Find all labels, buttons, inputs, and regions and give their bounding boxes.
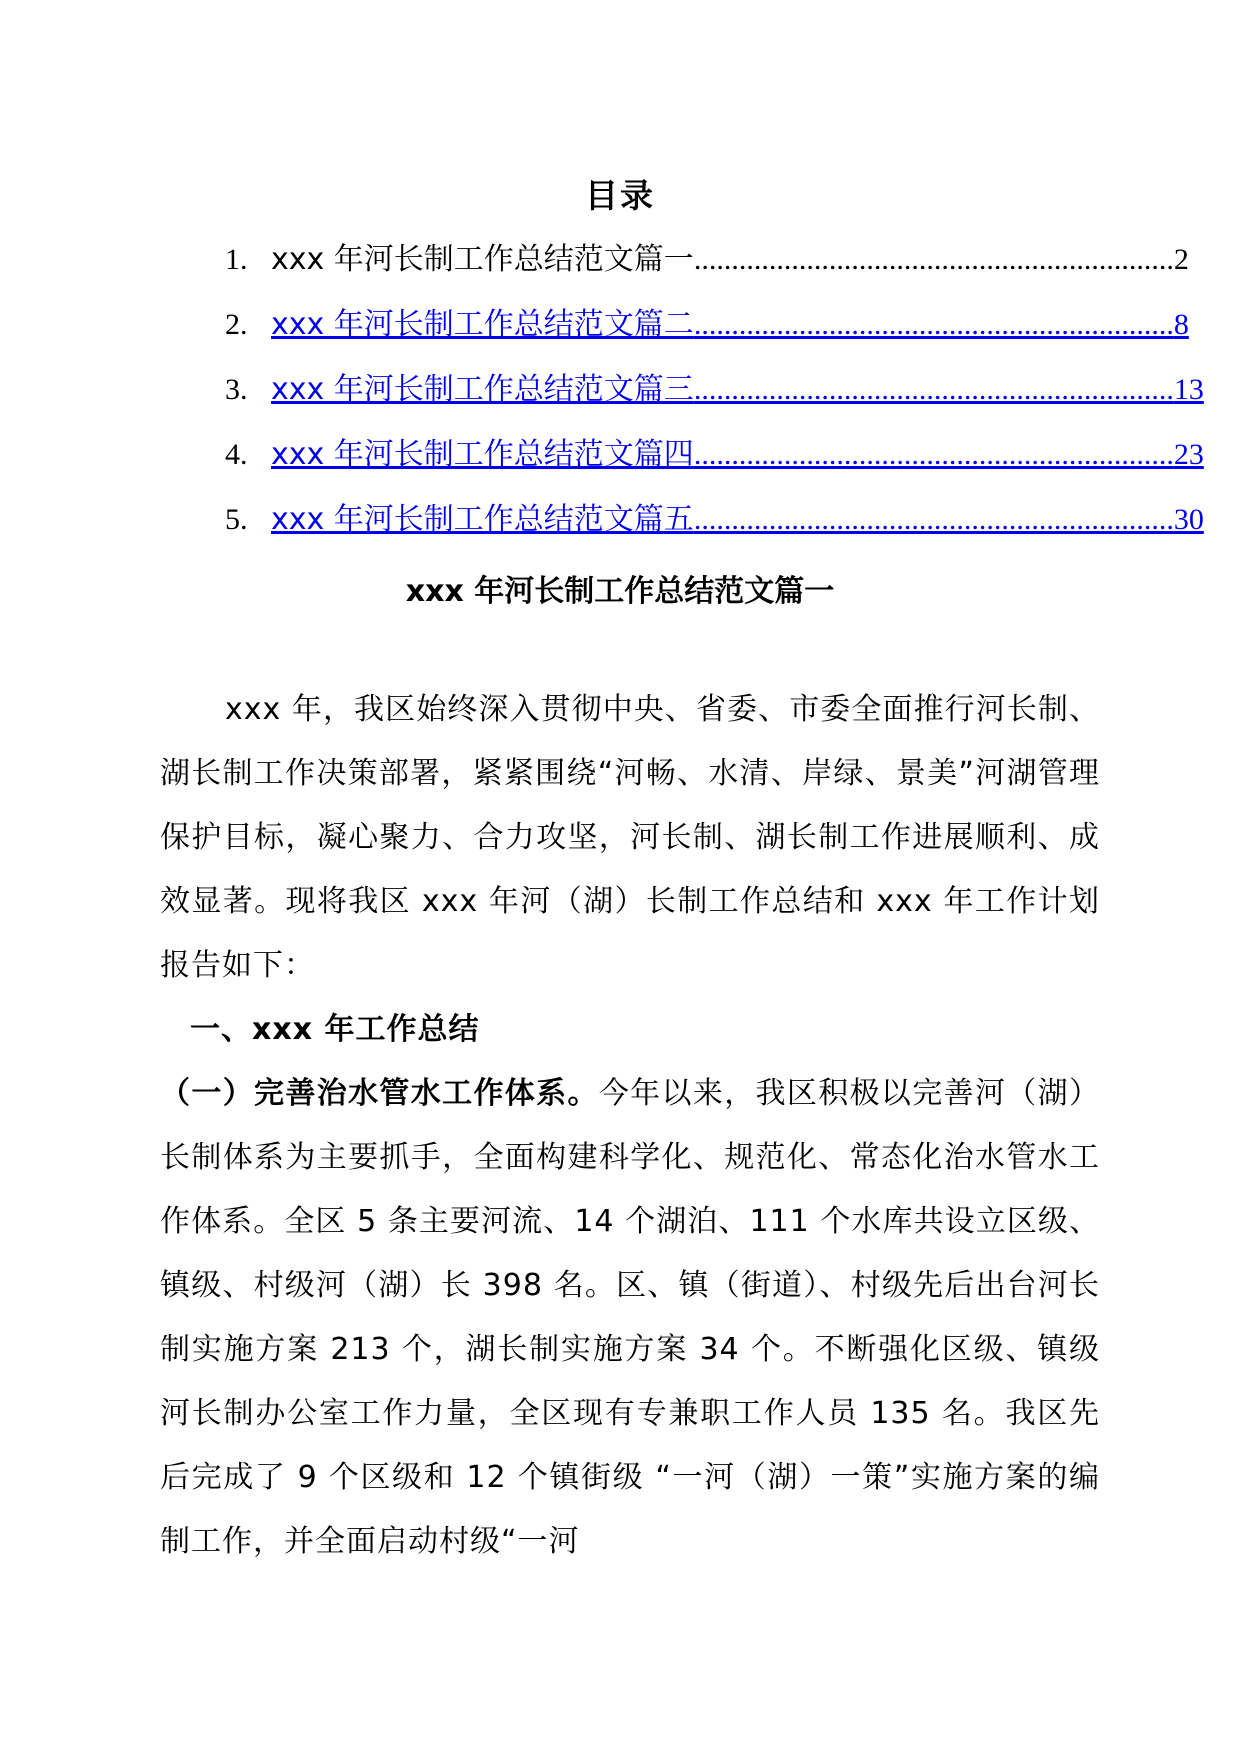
toc-page-number: 23 xyxy=(1173,438,1204,471)
toc-item-number: 2. xyxy=(225,308,248,341)
toc-item-link[interactable] xyxy=(271,435,1204,475)
toc-item-link[interactable] xyxy=(271,305,1189,345)
section1-body: 今年以来，我区积极以完善河（湖）长制体系为主要抓手，全面构建科学化、规范化、常态化治水管水工作体系。全区 5 条主要河流、14 个湖泊、111 个水库共设立区级、镇级、村级河（湖）长 398 名。区、镇（街道）、村级先后出台河长制实施方案 213 个，湖长制实施方案 34 个。不断强化区级、镇级河长制办公室工作力量，全区现有专兼职工作人员 135 名。我区先后完成了 9 个区级和 12 个镇街级 “一河（湖）一策”实施方案的编制工作，并全面启动村级“一河 xyxy=(160,1076,1101,1559)
toc-item-link[interactable] xyxy=(271,500,1204,540)
toc-leader-dots: ................................................................ xyxy=(693,243,1174,276)
intro-paragraph: xxx 年，我区始终深入贯彻中央、省委、市委全面推行河长制、湖长制工作决策部署，紧紧围绕“河畅、水清、岸绿、景美”河湖管理保护目标，凝心聚力、合力攻坚，河长制、湖长制工作进展顺利、成效显著。现将我区 xxx 年河（湖）长制工作总结和 xxx 年工作计划报告如下： xyxy=(160,692,1100,983)
toc-page-number: 2 xyxy=(1173,243,1189,276)
toc-leader-dots: ................................................................ xyxy=(693,373,1174,406)
toc-page-number: 30 xyxy=(1173,503,1204,536)
toc-item-1[interactable] xyxy=(225,240,1189,305)
table-of-contents xyxy=(225,240,1204,565)
toc-item-number: 4. xyxy=(225,438,248,471)
toc-page-number: 8 xyxy=(1173,308,1189,341)
toc-page-number: 13 xyxy=(1173,373,1204,406)
toc-title: 目录 xyxy=(585,176,655,215)
toc-item-text: xxx 年河长制工作总结范文篇二 xyxy=(271,307,694,342)
toc-item-text: xxx 年河长制工作总结范文篇五 xyxy=(271,502,694,537)
toc-item-link[interactable] xyxy=(271,240,1189,280)
toc-item-text: xxx 年河长制工作总结范文篇四 xyxy=(271,437,694,472)
section1-lead: （一）完善治水管水工作体系。 xyxy=(160,1076,599,1111)
toc-item-text: xxx 年河长制工作总结范文篇一 xyxy=(271,242,694,277)
toc-item-4[interactable] xyxy=(225,435,1204,500)
toc-item-link[interactable] xyxy=(271,370,1204,410)
toc-item-text: xxx 年河长制工作总结范文篇三 xyxy=(271,372,694,407)
article-body xyxy=(160,678,1100,1574)
toc-leader-dots: ................................................................ xyxy=(693,503,1174,536)
section1-paragraph xyxy=(160,1062,1100,1574)
toc-item-2[interactable] xyxy=(225,305,1189,370)
toc-item-number: 5. xyxy=(225,503,248,536)
toc-leader-dots: ................................................................ xyxy=(693,438,1174,471)
toc-item-3[interactable] xyxy=(225,370,1204,435)
toc-leader-dots: ................................................................ xyxy=(693,308,1174,341)
toc-item-5[interactable] xyxy=(225,500,1204,565)
toc-item-number: 3. xyxy=(225,373,248,406)
article-title: xxx 年河长制工作总结范文篇一 xyxy=(405,574,835,609)
section-heading: 一、xxx 年工作总结 xyxy=(190,1012,480,1047)
toc-item-number: 1. xyxy=(225,243,248,276)
